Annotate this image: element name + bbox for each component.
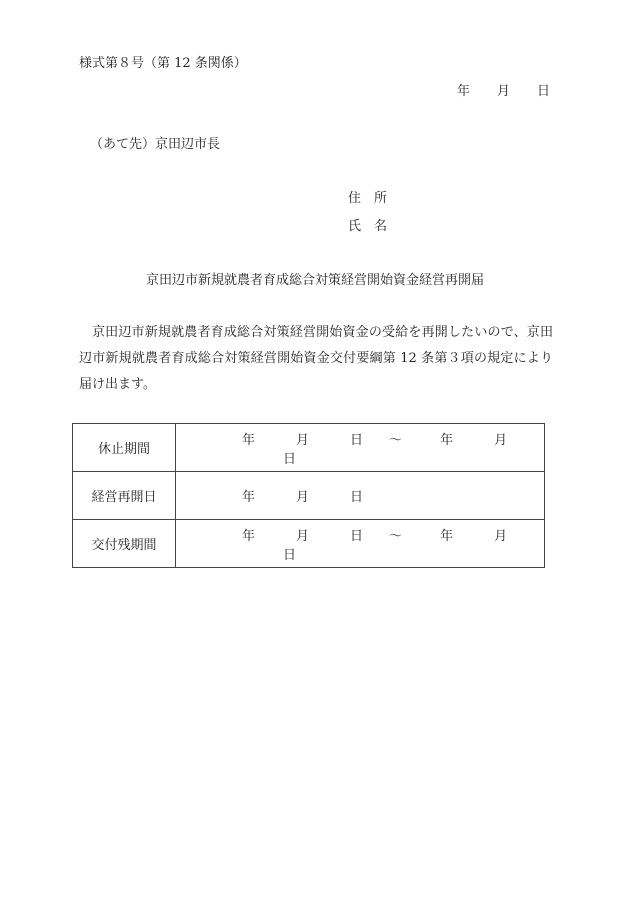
address-label: 住 所: [348, 191, 388, 206]
tilde-separator: ～: [389, 528, 403, 544]
suspension-period-value: [176, 424, 545, 472]
month-label: 月: [296, 528, 310, 544]
info-table: [72, 423, 545, 568]
date-month-label: 月: [496, 84, 510, 99]
table-row: [73, 424, 545, 472]
month-label: 月: [494, 432, 508, 448]
date-year-label: 年: [456, 84, 470, 99]
day-label: 日: [283, 451, 297, 467]
name-label: 氏 名: [348, 219, 388, 234]
year-label: 年: [440, 528, 454, 544]
remaining-period-value: [176, 520, 545, 568]
day-label: 日: [283, 547, 297, 563]
year-label: 年: [242, 432, 256, 448]
month-label: 月: [296, 490, 310, 505]
month-label: 月: [296, 432, 310, 448]
addressee: （あて先）京田辺市長: [90, 137, 221, 152]
year-label: 年: [440, 432, 454, 448]
tilde-separator: ～: [389, 432, 403, 448]
row-label-suspension-period: 休止期間: [73, 424, 176, 472]
table-row: [73, 472, 545, 520]
resume-date-value: [176, 472, 545, 520]
day-label: 日: [350, 490, 364, 505]
month-label: 月: [494, 528, 508, 544]
year-label: 年: [242, 490, 256, 505]
body-paragraph: 京田辺市新規就農者育成総合対策経営開始資金の受給を再開したいので、京田辺市新規就農者育成総合対策経営開始資金交付要綱第 12 条第３項の規定により届け出ます。: [79, 325, 553, 392]
day-label: 日: [350, 528, 364, 544]
row-label-remaining-period: 交付残期間: [73, 520, 176, 568]
row-label-resume-date: 経営再開日: [73, 472, 176, 520]
day-label: 日: [350, 432, 364, 448]
year-label: 年: [242, 528, 256, 544]
form-number: 様式第８号（第 12 条関係）: [79, 56, 247, 71]
date-day-label: 日: [536, 84, 550, 99]
document-title: 京田辺市新規就農者育成総合対策経営開始資金経営再開届: [145, 273, 484, 288]
submission-date: [457, 80, 550, 99]
table-row: [73, 520, 545, 568]
